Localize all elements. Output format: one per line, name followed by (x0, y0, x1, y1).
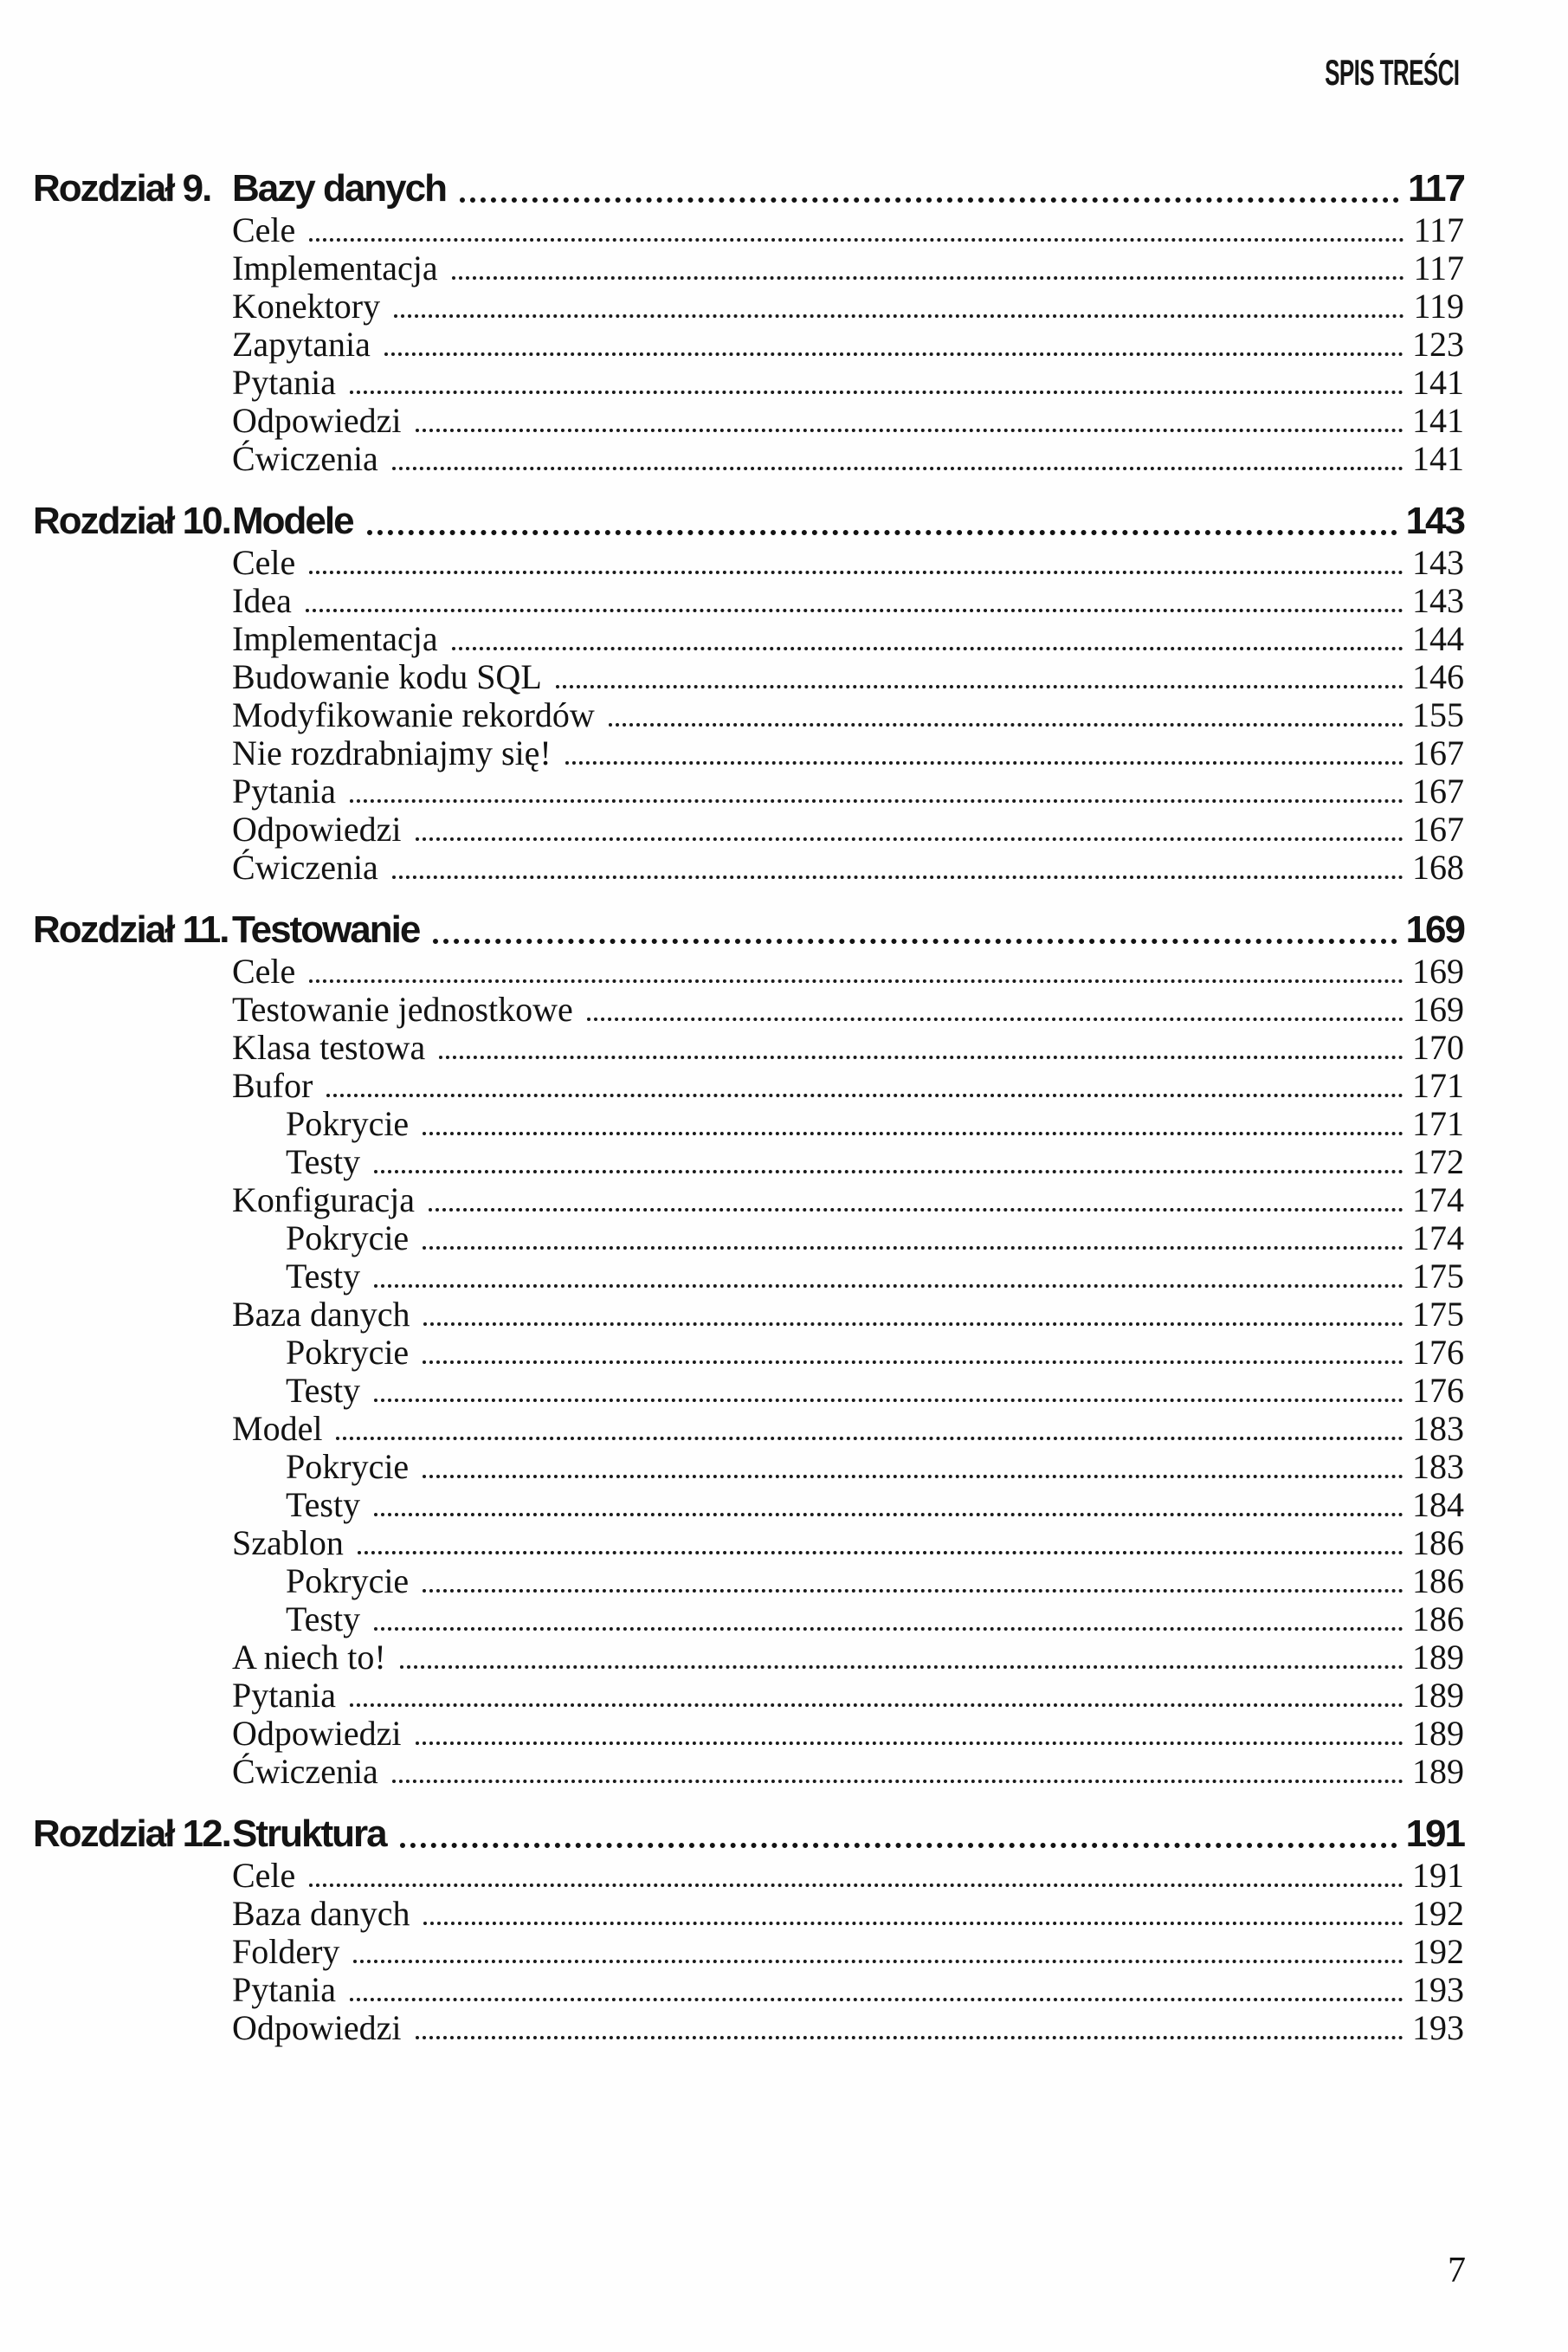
entry-title: Zapytania (232, 325, 371, 364)
entry-page-number: 184 (1412, 1485, 1464, 1524)
dot-leader (416, 2036, 1403, 2039)
entry-page-number: 175 (1412, 1257, 1464, 1296)
dot-leader (423, 1246, 1403, 1250)
toc-entry-row (33, 811, 1464, 849)
dot-leader (460, 197, 1399, 203)
entry-page-number: 143 (1412, 581, 1464, 620)
entry-page-number: 169 (1412, 952, 1464, 991)
entry-title: Cele (232, 952, 296, 991)
entry-page-number: 186 (1412, 1599, 1464, 1638)
entry-page-number: 167 (1412, 733, 1464, 772)
entry-title: Implementacja (232, 249, 438, 288)
toc-entry-row (33, 1410, 1464, 1448)
dot-leader (374, 1627, 1403, 1631)
toc-entry-row (33, 696, 1464, 734)
entry-title: Model (232, 1409, 323, 1448)
dot-leader (394, 314, 1404, 318)
toc-entry-row (33, 1600, 1464, 1638)
entry-title: Foldery (232, 1932, 340, 1971)
entry-page-number: 189 (1412, 1638, 1464, 1677)
toc-entry-row (33, 620, 1464, 658)
dot-leader (452, 276, 1405, 280)
dot-leader (556, 685, 1403, 688)
dot-leader (309, 571, 1403, 574)
entry-page-number: 186 (1412, 1523, 1464, 1562)
toc-entry-row (33, 211, 1464, 249)
entry-title: Pytania (232, 363, 336, 402)
toc-entry-row (33, 953, 1464, 991)
entry-page-number: 123 (1412, 325, 1464, 364)
chapter-page-number: 117 (1408, 167, 1464, 210)
toc-entry-row (33, 1857, 1464, 1895)
entry-page-number: 169 (1412, 990, 1464, 1029)
toc-entry-row (33, 734, 1464, 772)
entry-page-number: 171 (1412, 1104, 1464, 1143)
dot-leader (423, 1589, 1403, 1593)
toc-entry-row (33, 1334, 1464, 1372)
dot-leader (433, 939, 1397, 944)
entry-title: Szablon (232, 1523, 344, 1562)
toc-entry-row (33, 249, 1464, 288)
entry-title: Pokrycie (286, 1561, 410, 1600)
entry-title: Pytania (232, 1970, 336, 2009)
chapter-label: Rozdział 11. (33, 908, 229, 951)
dot-leader (350, 1998, 1403, 2001)
toc-entry-row (33, 544, 1464, 582)
chapter-title: Bazy danych (232, 167, 446, 210)
entry-page-number: 141 (1412, 363, 1464, 402)
chapter-row (33, 1812, 1464, 1857)
dot-leader (350, 391, 1403, 394)
entry-title: A niech to! (232, 1638, 386, 1677)
dot-leader (439, 1056, 1403, 1059)
dot-leader (367, 530, 1397, 535)
dot-leader (358, 1551, 1403, 1554)
entry-title: Ćwiczenia (232, 848, 378, 887)
chapter-label: Rozdział 9. (33, 167, 211, 210)
chapter-label: Rozdział 12. (33, 1812, 230, 1855)
chapter-label: Rozdział 10. (33, 500, 230, 542)
chapter-page-number: 169 (1405, 908, 1464, 951)
entry-page-number: 117 (1413, 249, 1464, 288)
toc-entry-row (33, 288, 1464, 326)
dot-leader (384, 352, 1403, 356)
entry-page-number: 176 (1412, 1371, 1464, 1410)
entry-page-number: 193 (1412, 2008, 1464, 2047)
toc-entry-row (33, 1677, 1464, 1715)
toc-entry-row (33, 1296, 1464, 1334)
toc-entry-row (33, 1486, 1464, 1524)
dot-leader (423, 1475, 1403, 1478)
entry-page-number: 189 (1412, 1676, 1464, 1715)
chapter-row (33, 499, 1464, 544)
dot-leader (609, 723, 1403, 727)
dot-leader (326, 1094, 1403, 1097)
entry-page-number: 189 (1412, 1714, 1464, 1753)
dot-leader (392, 876, 1403, 879)
entry-page-number: 171 (1412, 1066, 1464, 1105)
toc-entry-row (33, 1524, 1464, 1562)
toc-entry-row (33, 582, 1464, 620)
toc-entry-row (33, 1753, 1464, 1791)
dot-leader (374, 1513, 1403, 1516)
dot-leader (423, 1922, 1403, 1925)
dot-leader (565, 761, 1403, 765)
entry-title: Testy (286, 1257, 361, 1296)
chapter-title: Struktura (232, 1812, 386, 1855)
dot-leader (350, 1703, 1403, 1707)
entry-page-number: 193 (1412, 1970, 1464, 2009)
toc-entry-row (33, 1257, 1464, 1296)
dot-leader (423, 1322, 1403, 1326)
entry-title: Odpowiedzi (232, 1714, 402, 1753)
toc-entry-row (33, 1105, 1464, 1143)
entry-title: Ćwiczenia (232, 439, 378, 478)
toc-entry-row (33, 402, 1464, 440)
entry-page-number: 143 (1412, 543, 1464, 582)
dot-leader (429, 1208, 1403, 1212)
dot-leader (452, 647, 1403, 650)
entry-page-number: 191 (1412, 1856, 1464, 1895)
toc-entry-row (33, 1638, 1464, 1677)
toc-entry-row (33, 772, 1464, 811)
entry-page-number: 119 (1413, 287, 1464, 326)
dot-leader (374, 1284, 1403, 1288)
entry-page-number: 174 (1412, 1218, 1464, 1257)
dot-leader (392, 1780, 1403, 1783)
entry-title: Odpowiedzi (232, 810, 402, 849)
entry-title: Pytania (232, 772, 336, 811)
dot-leader (392, 467, 1403, 470)
toc-entry-row (33, 1562, 1464, 1600)
entry-page-number: 172 (1412, 1142, 1464, 1181)
entry-title: Pytania (232, 1676, 336, 1715)
entry-page-number: 141 (1412, 439, 1464, 478)
chapter-row (33, 908, 1464, 953)
dot-leader (353, 1960, 1403, 1963)
entry-page-number: 168 (1412, 848, 1464, 887)
toc-entry-row (33, 1143, 1464, 1181)
entry-title: Implementacja (232, 619, 438, 658)
entry-title: Idea (232, 581, 292, 620)
dot-leader (416, 429, 1403, 432)
entry-title: Baza danych (232, 1894, 410, 1933)
toc-entry-row (33, 658, 1464, 696)
entry-title: Cele (232, 210, 296, 249)
entry-title: Baza danych (232, 1295, 410, 1334)
entry-page-number: 170 (1412, 1028, 1464, 1067)
chapter-page-number: 143 (1405, 500, 1464, 542)
entry-page-number: 183 (1412, 1409, 1464, 1448)
toc (33, 145, 1464, 2047)
entry-page-number: 167 (1412, 810, 1464, 849)
dot-leader (416, 837, 1403, 841)
entry-title: Pokrycie (286, 1218, 410, 1257)
entry-title: Odpowiedzi (232, 2008, 402, 2047)
entry-title: Pokrycie (286, 1447, 410, 1486)
dot-leader (306, 609, 1403, 612)
entry-title: Cele (232, 1856, 296, 1895)
toc-entry-row (33, 1448, 1464, 1486)
toc-entry-row (33, 849, 1464, 887)
entry-page-number: 167 (1412, 772, 1464, 811)
entry-page-number: 183 (1412, 1447, 1464, 1486)
entry-title: Odpowiedzi (232, 401, 402, 440)
entry-title: Pokrycie (286, 1333, 410, 1372)
dot-leader (309, 238, 1404, 242)
entry-title: Cele (232, 543, 296, 582)
entry-page-number: 175 (1412, 1295, 1464, 1334)
entry-page-number: 174 (1412, 1180, 1464, 1219)
dot-leader (350, 799, 1403, 803)
entry-title: Testowanie jednostkowe (232, 990, 573, 1029)
dot-leader (416, 1741, 1403, 1745)
toc-entry-row (33, 1933, 1464, 1971)
chapter-page-number: 191 (1405, 1812, 1464, 1855)
entry-title: Pokrycie (286, 1104, 410, 1143)
toc-entry-row (33, 1971, 1464, 2009)
running-header: SPIS TREŚCI (1324, 52, 1459, 93)
entry-page-number: 117 (1413, 210, 1464, 249)
entry-page-number: 144 (1412, 619, 1464, 658)
entry-page-number: 192 (1412, 1932, 1464, 1971)
entry-title: Ćwiczenia (232, 1752, 378, 1791)
entry-page-number: 176 (1412, 1333, 1464, 1372)
entry-title: Konfiguracja (232, 1180, 416, 1219)
entry-page-number: 192 (1412, 1894, 1464, 1933)
dot-leader (336, 1437, 1403, 1440)
entry-title: Testy (286, 1142, 361, 1181)
entry-title: Bufor (232, 1066, 313, 1105)
entry-title: Testy (286, 1371, 361, 1410)
entry-title: Testy (286, 1599, 361, 1638)
entry-title: Konektory (232, 287, 381, 326)
entry-page-number: 186 (1412, 1561, 1464, 1600)
toc-entry-row (33, 1372, 1464, 1410)
entry-title: Budowanie kodu SQL (232, 657, 542, 696)
entry-title: Nie rozdrabniajmy się! (232, 733, 552, 772)
toc-entry-row (33, 440, 1464, 478)
entry-page-number: 189 (1412, 1752, 1464, 1791)
entry-page-number: 141 (1412, 401, 1464, 440)
dot-leader (587, 1018, 1403, 1021)
dot-leader (309, 1884, 1403, 1887)
toc-entry-row (33, 991, 1464, 1029)
toc-entry-row (33, 1895, 1464, 1933)
toc-entry-row (33, 1067, 1464, 1105)
chapter-title: Modele (232, 500, 353, 542)
entry-page-number: 155 (1412, 695, 1464, 734)
entry-page-number: 146 (1412, 657, 1464, 696)
entry-title: Klasa testowa (232, 1028, 426, 1067)
dot-leader (400, 1843, 1397, 1848)
toc-entry-row (33, 326, 1464, 364)
dot-leader (374, 1399, 1403, 1402)
toc-entry-row (33, 364, 1464, 402)
dot-leader (423, 1360, 1403, 1364)
toc-entry-row (33, 1029, 1464, 1067)
toc-entry-row (33, 1219, 1464, 1257)
dot-leader (423, 1132, 1403, 1135)
entry-title: Modyfikowanie rekordów (232, 695, 595, 734)
chapter-title: Testowanie (232, 908, 420, 951)
toc-entry-row (33, 2009, 1464, 2047)
toc-entry-row (33, 1181, 1464, 1219)
dot-leader (400, 1665, 1403, 1669)
dot-leader (309, 979, 1403, 983)
page-number: 7 (1448, 2251, 1466, 2291)
chapter-row (33, 166, 1464, 211)
dot-leader (374, 1170, 1403, 1173)
entry-title: Testy (286, 1485, 361, 1524)
toc-entry-row (33, 1715, 1464, 1753)
